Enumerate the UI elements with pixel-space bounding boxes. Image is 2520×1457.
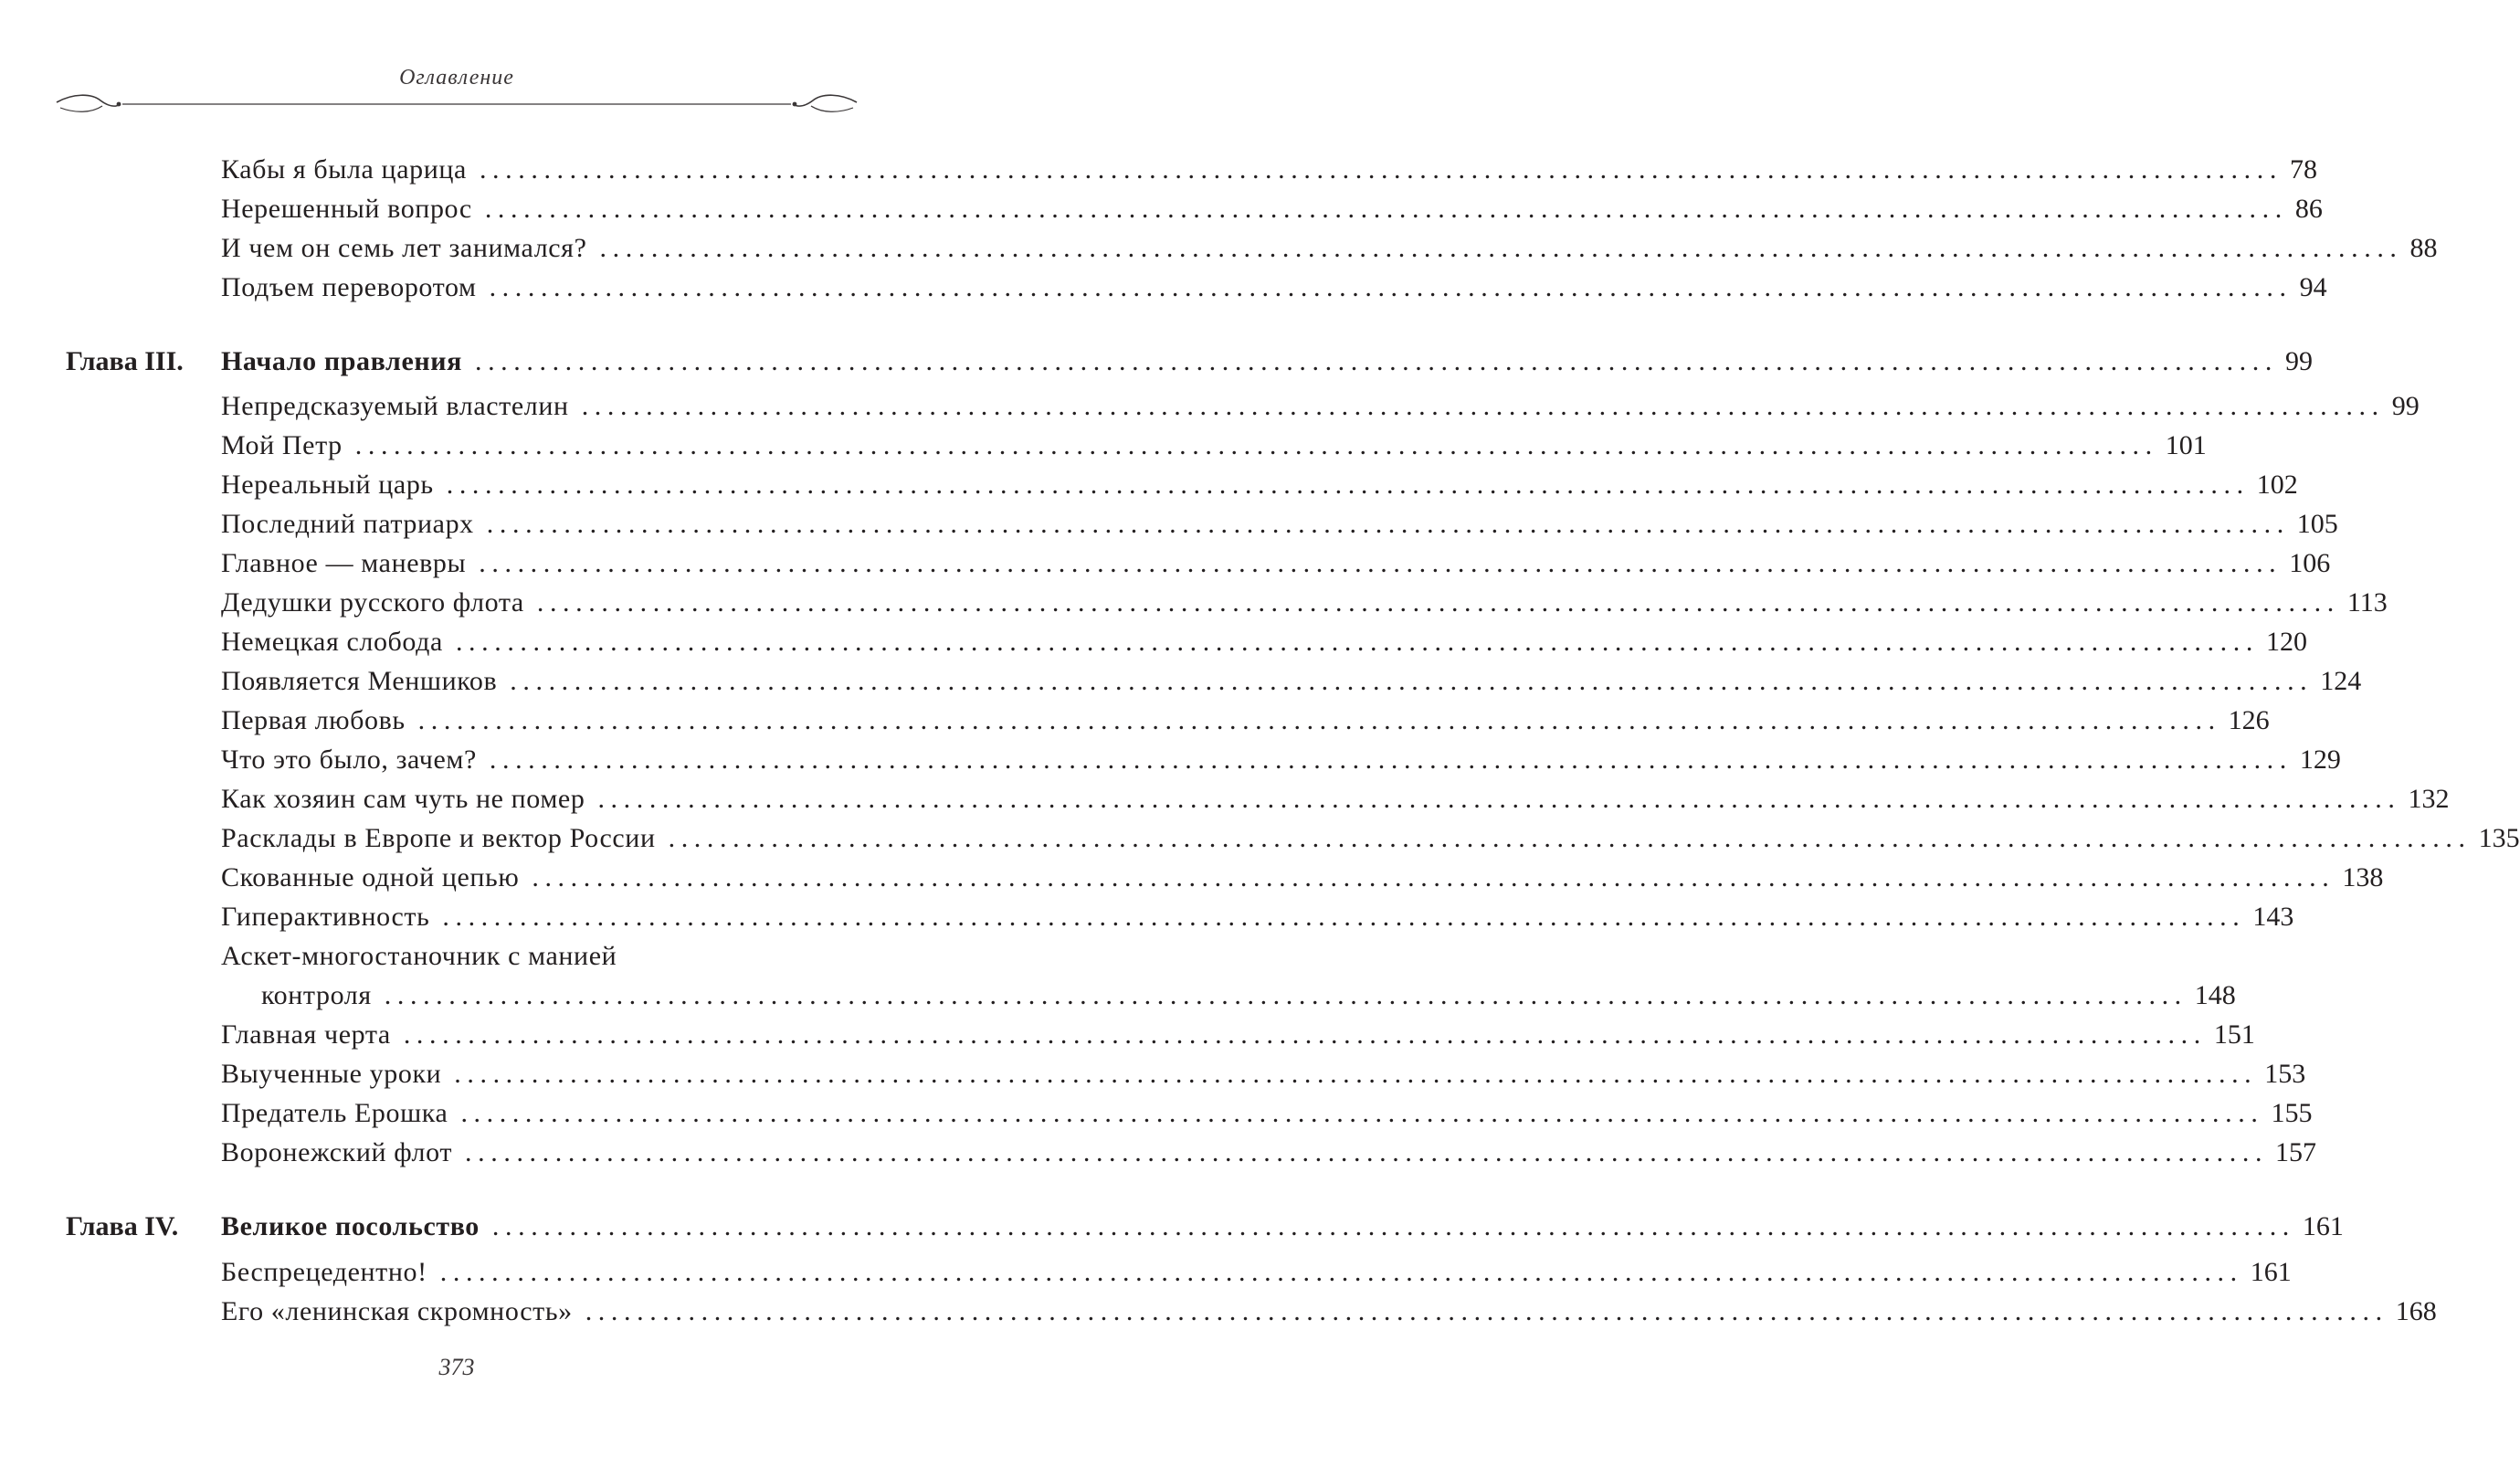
entry-title: Скованные одной цепью	[221, 862, 520, 892]
page-number: 148	[2194, 980, 2236, 1010]
page-number: 168	[2395, 1296, 2437, 1326]
chapter-title-entry[interactable]	[221, 1207, 2344, 1246]
toc-entry[interactable]	[221, 1054, 2306, 1093]
toc-entry[interactable]	[221, 386, 2420, 426]
toc-entry[interactable]	[221, 228, 2438, 268]
toc-entry[interactable]	[221, 897, 2294, 936]
entry-title: И чем он семь лет занимался?	[221, 233, 587, 263]
ornament-rule	[55, 91, 859, 117]
page-folio: 373	[438, 1354, 475, 1380]
entry-title: Расклады в Европе и вектор России	[221, 823, 656, 853]
dot-leader: ............................................................................................................................................	[417, 705, 2221, 735]
entry-title: Предатель Ерошка	[221, 1098, 448, 1128]
toc-entry[interactable]	[221, 1252, 2292, 1292]
page-number: 155	[2271, 1098, 2313, 1128]
toc-entry[interactable]	[221, 504, 2338, 544]
page-number: 138	[2342, 862, 2384, 892]
entry-title: Гиперактивность	[221, 902, 430, 932]
page-number: 78	[2289, 154, 2317, 185]
entry-title: Подъем переворотом	[221, 272, 477, 302]
entry-title: Главная черта	[221, 1019, 391, 1050]
page-number: 88	[2409, 233, 2438, 263]
toc-entry[interactable]	[221, 465, 2298, 504]
toc-entry[interactable]	[221, 583, 2388, 622]
entry-title: Появляется Меншиков	[221, 666, 498, 696]
entry-title: Непредсказуемый властелин	[221, 391, 569, 421]
toc-entry[interactable]	[221, 622, 2307, 661]
dot-leader: ............................................................................................................................................	[479, 154, 2283, 185]
dot-leader: ............................................................................................................................................	[489, 744, 2293, 775]
dot-leader: ............................................................................................................................................	[581, 391, 2385, 421]
dot-leader: ............................................................................................................................................	[454, 1059, 2258, 1089]
dot-leader: ............................................................................................................................................	[510, 666, 2314, 696]
page-number: 157	[2275, 1137, 2317, 1167]
entry-title: Его «ленинская скромность»	[221, 1296, 573, 1326]
chapter-title-entry[interactable]	[221, 342, 2313, 381]
dot-leader: ............................................................................................................................................	[532, 862, 2335, 892]
dot-leader: ............................................................................................................................................	[486, 509, 2290, 539]
dot-leader: ............................................................................................................................................	[354, 430, 2158, 460]
toc-entry[interactable]	[221, 150, 2317, 189]
toc-entry[interactable]	[221, 1133, 2317, 1172]
page-number: 161	[2302, 1211, 2344, 1241]
dot-leader: ............................................................................................................................................	[442, 902, 2246, 932]
toc-entry[interactable]	[221, 189, 2323, 228]
entry-title: Что это было, зачем?	[221, 744, 477, 775]
page-number: 105	[2296, 509, 2338, 539]
toc-entry[interactable]	[221, 1093, 2313, 1133]
page-number: 124	[2320, 666, 2362, 696]
page-number: 106	[2289, 548, 2331, 578]
entry-title: Воронежский флот	[221, 1137, 453, 1167]
dot-leader: ............................................................................................................................................	[403, 1019, 2207, 1050]
page-number: 129	[2299, 744, 2341, 775]
dot-leader: ............................................................................................................................................	[455, 627, 2259, 657]
entry-title: Последний патриарх	[221, 509, 474, 539]
dot-leader: ............................................................................................................................................	[536, 587, 2340, 618]
toc-entry[interactable]	[221, 779, 2450, 818]
entry-title: Нерешенный вопрос	[221, 194, 472, 224]
running-head: Оглавление	[399, 66, 514, 90]
page-number: 126	[2228, 705, 2270, 735]
chapter-title: Великое посольство	[221, 1211, 480, 1241]
toc-entry[interactable]	[221, 426, 2207, 465]
dot-leader: ............................................................................................................................................	[491, 1211, 2295, 1241]
dot-leader: ............................................................................................................................................	[599, 233, 2403, 263]
dot-leader: ............................................................................................................................................	[460, 1098, 2264, 1128]
entry-title: Дедушки русского флота	[221, 587, 524, 618]
page-number: 94	[2299, 272, 2327, 302]
entry-title: Кабы я была царица	[221, 154, 467, 185]
toc-entry[interactable]	[221, 818, 2520, 858]
toc-entry[interactable]	[221, 740, 2341, 779]
dot-leader: ............................................................................................................................................	[668, 823, 2472, 853]
entry-title: Нереальный царь	[221, 470, 434, 500]
page-number: 135	[2478, 823, 2520, 853]
page-number: 99	[2391, 391, 2420, 421]
page-number: 120	[2265, 627, 2307, 657]
dot-leader: ............................................................................................................................................	[479, 548, 2283, 578]
dot-leader: ............................................................................................................................................	[439, 1257, 2243, 1287]
entry-title: Немецкая слобода	[221, 627, 443, 657]
dot-leader: ............................................................................................................................................	[446, 470, 2250, 500]
toc-entry[interactable]	[221, 701, 2270, 740]
page-number: 161	[2250, 1257, 2292, 1287]
dot-leader: ............................................................................................................................................	[597, 784, 2401, 814]
chapter-label: Глава IV.	[66, 1211, 179, 1241]
dot-leader: ............................................................................................................................................	[585, 1296, 2388, 1326]
dot-leader: ............................................................................................................................................	[484, 194, 2288, 224]
toc-entry[interactable]	[221, 858, 2384, 897]
page-number: 86	[2294, 194, 2323, 224]
page-number: 151	[2213, 1019, 2255, 1050]
toc-entry[interactable]	[221, 1015, 2255, 1054]
entry-title-line-1[interactable]: Аскет-многостаночник с манией	[221, 941, 617, 971]
dot-leader: ............................................................................................................................................	[474, 346, 2278, 376]
chapter-title: Начало правления	[221, 346, 462, 376]
dot-leader: ............................................................................................................................................	[384, 980, 2188, 1010]
page-number: 153	[2264, 1059, 2306, 1089]
toc-entry[interactable]	[221, 661, 2362, 701]
toc-entry[interactable]	[221, 544, 2331, 583]
page-number: 132	[2408, 784, 2450, 814]
toc-entry[interactable]	[221, 1292, 2437, 1331]
dot-leader: ............................................................................................................................................	[465, 1137, 2269, 1167]
toc-entry-continued[interactable]	[261, 976, 2236, 1015]
entry-title: Мой Петр	[221, 430, 343, 460]
entry-title: Главное — маневры	[221, 548, 467, 578]
entry-title-line-2: контроля	[261, 980, 372, 1010]
toc-entry[interactable]	[221, 268, 2327, 307]
entry-title: Беспрецедентно!	[221, 1257, 427, 1287]
page-number: 113	[2346, 587, 2388, 618]
page-number: 143	[2252, 902, 2294, 932]
dot-leader: ............................................................................................................................................	[489, 272, 2293, 302]
page-number: 101	[2165, 430, 2207, 460]
entry-title: Выученные уроки	[221, 1059, 442, 1089]
page-number: 102	[2256, 470, 2298, 500]
entry-title: Первая любовь	[221, 705, 406, 735]
entry-title: Как хозяин сам чуть не помер	[221, 784, 585, 814]
chapter-label: Глава III.	[66, 346, 184, 376]
page-number: 99	[2284, 346, 2313, 376]
